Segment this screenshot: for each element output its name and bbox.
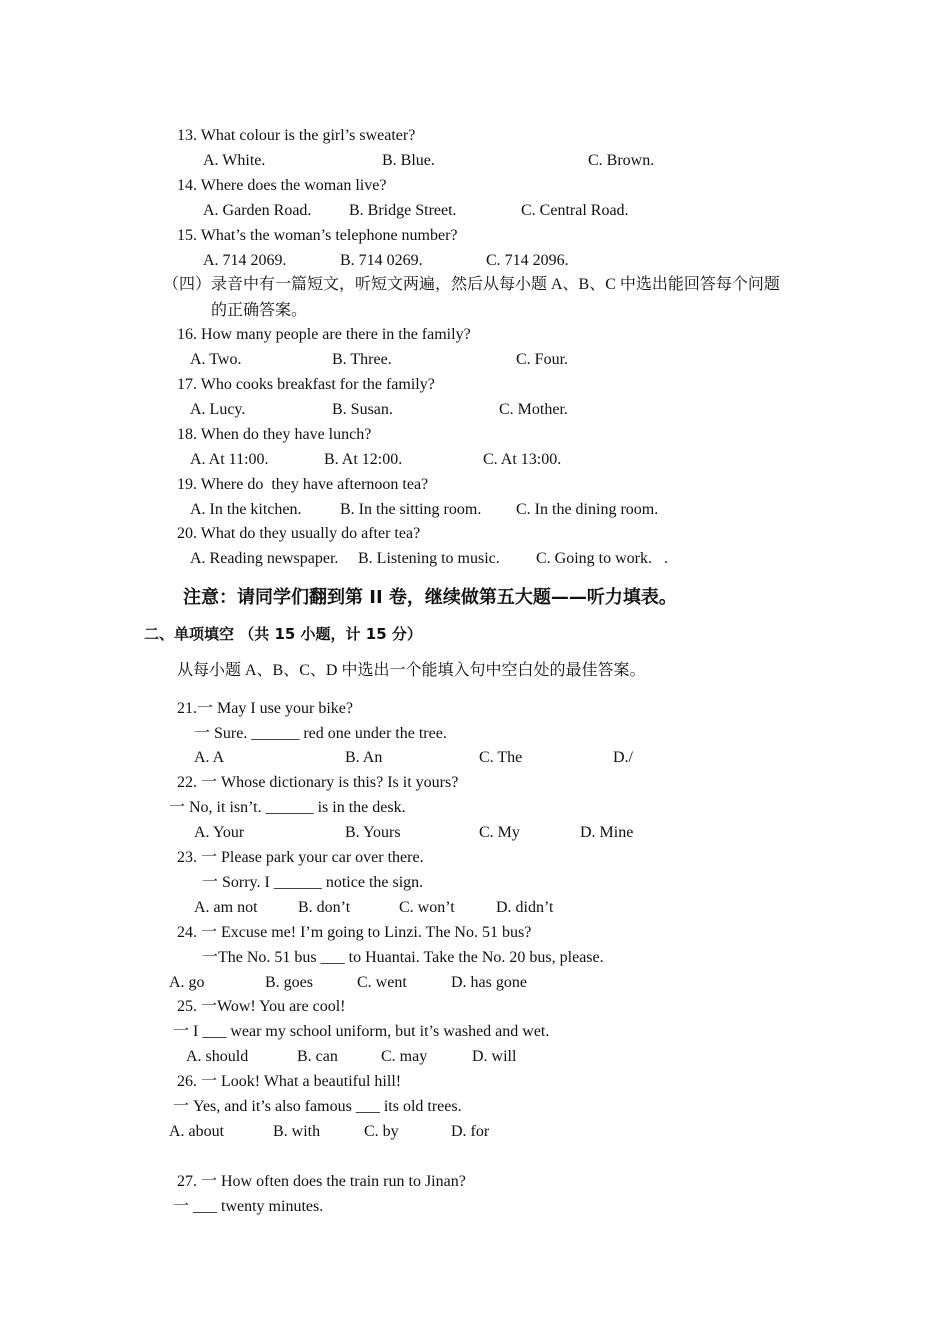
option-24c: C. went: [357, 974, 407, 991]
option-19b: B. In the sitting room.: [340, 501, 482, 518]
option-26a: A. about: [169, 1123, 225, 1140]
option-14c: C. Central Road.: [521, 202, 629, 219]
question-18: 18. When do they have lunch?: [177, 426, 372, 443]
question-21-response: 一 Sure. ______ red one under the tree.: [194, 725, 447, 742]
option-17b: B. Susan.: [332, 401, 393, 418]
option-13a: A. White.: [203, 152, 266, 169]
option-20b: B. Listening to music.: [358, 550, 500, 567]
option-25a: A. should: [186, 1048, 249, 1065]
question-17: 17. Who cooks breakfast for the family?: [177, 376, 435, 393]
question-25-response: 一 I ___ wear my school uniform, but it’s washed and wet.: [173, 1023, 550, 1040]
question-26: 26. 一 Look! What a beautiful hill!: [177, 1073, 402, 1090]
option-21d: D./: [613, 749, 633, 766]
question-21: 21.一 May I use your bike?: [177, 700, 353, 717]
option-25b: B. can: [297, 1048, 338, 1065]
option-17c: C. Mother.: [499, 401, 568, 418]
option-13c: C. Brown.: [588, 152, 655, 169]
question-15: 15. What’s the woman’s telephone number?: [177, 227, 458, 244]
option-22c: C. My: [479, 824, 520, 841]
question-25: 25. 一Wow! You are cool!: [177, 998, 346, 1015]
option-23a: A. am not: [194, 899, 258, 916]
option-23c: C. won’t: [399, 899, 455, 916]
option-21c: C. The: [479, 749, 523, 766]
option-25d: D. will: [472, 1048, 517, 1065]
option-24d: D. has gone: [451, 974, 527, 991]
option-15c: C. 714 2096.: [486, 252, 569, 269]
section-2-instruction: 从每小题 A、B、C、D 中选出一个能填入句中空白处的最佳答案。: [177, 662, 646, 679]
option-16b: B. Three.: [332, 351, 392, 368]
part4-instruction-cont: 的正确答案。: [211, 302, 308, 319]
question-24: 24. 一 Excuse me! I’m going to Linzi. The No. 51 bus?: [177, 924, 532, 941]
option-24b: B. goes: [265, 974, 313, 991]
option-14a: A. Garden Road.: [203, 202, 312, 219]
option-13b: B. Blue.: [382, 152, 435, 169]
option-26d: D. for: [451, 1123, 490, 1140]
question-23: 23. 一 Please park your car over there.: [177, 849, 424, 866]
option-20c: C. Going to work. .: [536, 550, 668, 567]
question-27-response: 一 ___ twenty minutes.: [173, 1198, 324, 1215]
question-23-response: 一 Sorry. I ______ notice the sign.: [202, 874, 424, 891]
option-22a: A. Your: [194, 824, 245, 841]
option-23b: B. don’t: [298, 899, 351, 916]
listening-note: 注意：请同学们翻到第 II 卷，继续做第五大题——听力填表。: [183, 587, 677, 608]
question-13: 13. What colour is the girl’s sweater?: [177, 127, 416, 144]
option-16c: C. Four.: [516, 351, 569, 368]
option-26c: C. by: [364, 1123, 399, 1140]
option-19c: C. In the dining room.: [516, 501, 659, 518]
option-17a: A. Lucy.: [190, 401, 246, 418]
option-16a: A. Two.: [190, 351, 242, 368]
part4-instruction: （四）录音中有一篇短文，听短文两遍，然后从每小题 A、B、C 中选出能回答每个问题: [163, 276, 780, 293]
option-18b: B. At 12:00.: [324, 451, 403, 468]
option-21b: B. An: [345, 749, 383, 766]
option-25c: C. may: [381, 1048, 428, 1065]
question-20: 20. What do they usually do after tea?: [177, 525, 421, 542]
question-14: 14. Where does the woman live?: [177, 177, 387, 194]
option-19a: A. In the kitchen.: [190, 501, 302, 518]
question-22-response: 一 No, it isn’t. ______ is in the desk.: [169, 799, 406, 816]
option-18c: C. At 13:00.: [483, 451, 562, 468]
question-19: 19. Where do they have afternoon tea?: [177, 476, 429, 493]
section-2-heading: 二、单项填空 （共 15 小题，计 15 分）: [144, 625, 422, 643]
option-22d: D. Mine: [580, 824, 634, 841]
option-21a: A. A: [194, 749, 225, 766]
option-20a: A. Reading newspaper.: [190, 550, 339, 567]
question-26-response: 一 Yes, and it’s also famous ___ its old trees.: [173, 1098, 462, 1115]
option-15b: B. 714 0269.: [340, 252, 423, 269]
option-15a: A. 714 2069.: [203, 252, 287, 269]
option-23d: D. didn’t: [496, 899, 554, 916]
question-24-response: 一The No. 51 bus ___ to Huantai. Take the No. 20 bus, please.: [202, 949, 604, 966]
question-27: 27. 一 How often does the train run to Jinan?: [177, 1173, 466, 1190]
option-14b: B. Bridge Street.: [349, 202, 457, 219]
option-26b: B. with: [273, 1123, 321, 1140]
question-22: 22. 一 Whose dictionary is this? Is it yours?: [177, 774, 459, 791]
question-16: 16. How many people are there in the family?: [177, 326, 471, 343]
option-18a: A. At 11:00.: [190, 451, 269, 468]
option-24a: A. go: [169, 974, 205, 991]
option-22b: B. Yours: [345, 824, 401, 841]
